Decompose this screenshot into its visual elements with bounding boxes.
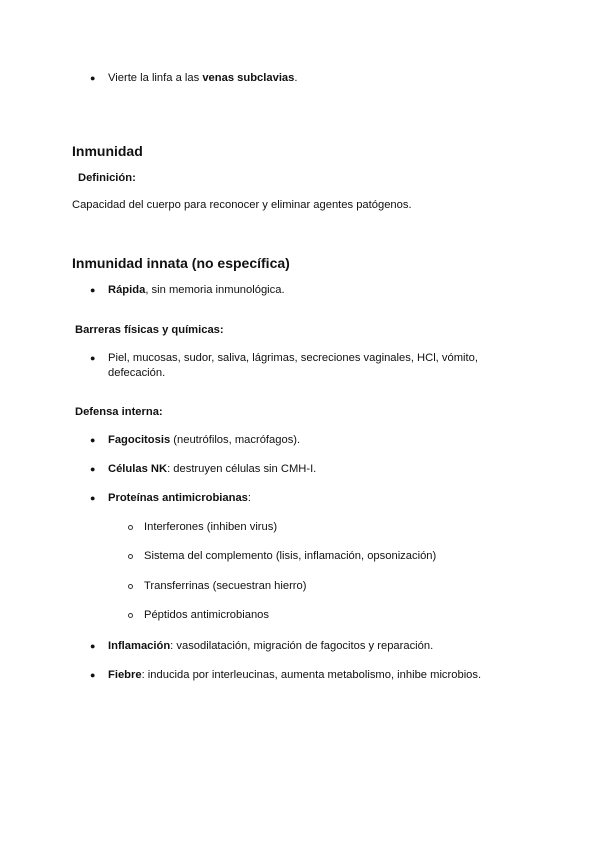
subsection-heading: Barreras físicas y químicas: [75, 324, 224, 336]
list-item [108, 462, 316, 477]
item-bold-text: Proteínas antimicrobianas [108, 492, 248, 504]
sub-list-item: Péptidos antimicrobianos [144, 609, 269, 621]
list-item [108, 283, 285, 298]
circle-bullet-icon [128, 613, 133, 618]
sub-list-item: Transferrinas (secuestran hierro) [144, 580, 307, 592]
bullet-icon: ● [90, 464, 96, 474]
list-item [108, 639, 433, 654]
item-bold-text: Inflamación [108, 640, 171, 652]
section-heading: Inmunidad innata (no específica) [72, 255, 290, 271]
list-item-continuation: defecación. [108, 367, 166, 379]
sub-list-item: Sistema del complemento (lisis, inflamación, opsonización) [144, 550, 437, 562]
item-bold-text: Células NK [108, 463, 168, 475]
sub-list-item: Interferones (inhiben virus) [144, 521, 278, 533]
item-text: : vasodilatación, migración de fagocitos y reparación. [170, 640, 434, 652]
item-text: Vierte la linfa a las [108, 72, 203, 84]
bullet-icon: ● [90, 670, 96, 680]
list-item: Piel, mucosas, sudor, saliva, lágrimas, secreciones vaginales, HCl, vómito, [108, 352, 478, 364]
item-text: : [247, 492, 251, 504]
circle-bullet-icon [128, 525, 133, 530]
section-heading: Inmunidad [72, 143, 143, 159]
definition-text: Capacidad del cuerpo para reconocer y eliminar agentes patógenos. [72, 199, 412, 211]
item-text: : inducida por interleucinas, aumenta metabolismo, inhibe microbios. [141, 669, 482, 681]
bullet-icon: ● [90, 493, 96, 503]
item-text: , sin memoria inmunológica. [145, 284, 285, 296]
list-item [108, 433, 300, 448]
circle-bullet-icon [128, 554, 133, 559]
item-text: : destruyen células sin CMH-I. [167, 463, 317, 475]
bullet-icon: ● [90, 285, 96, 295]
bullet-icon: ● [90, 641, 96, 651]
bullet-icon: ● [90, 435, 96, 445]
bullet-icon: ● [90, 353, 96, 363]
list-item [108, 491, 251, 506]
item-bold-text: venas subclavias [202, 72, 295, 84]
list-item [108, 668, 481, 683]
item-text: . [294, 72, 298, 84]
circle-bullet-icon [128, 584, 133, 589]
bullet-icon: ● [90, 73, 96, 83]
item-bold-text: Fagocitosis [108, 434, 171, 446]
list-item [108, 71, 297, 86]
definition-label: Definición: [78, 172, 136, 184]
item-text: (neutrófilos, macrófagos). [170, 434, 301, 446]
subsection-heading: Defensa interna: [75, 406, 163, 418]
item-bold-text: Fiebre [108, 669, 142, 681]
item-bold-text: Rápida [108, 284, 146, 296]
